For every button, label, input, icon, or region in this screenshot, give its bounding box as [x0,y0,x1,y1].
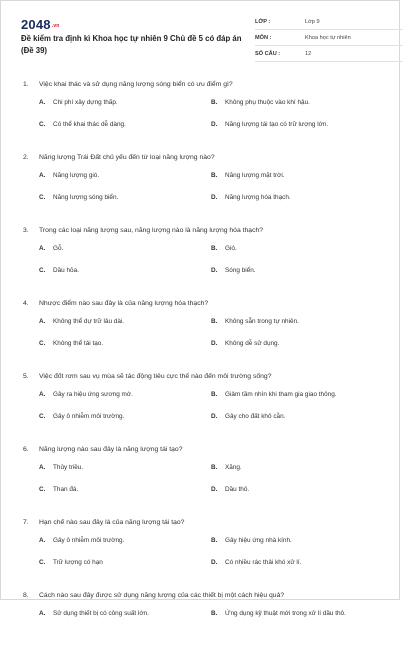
option-text: Dầu thô. [225,486,250,493]
question-text: Việc khai thác và sử dụng năng lượng sóng biển có ưu điểm gì? [39,81,233,88]
option-label: D. [211,486,218,493]
option-text: Năng lượng tái tạo có trữ lượng lớn. [225,121,329,128]
option-text: Năng lượng hóa thạch. [225,194,291,201]
option-label: C. [39,267,46,274]
option-text: Gây ra hiệu ứng sương mờ. [53,391,133,398]
option-label: B. [211,391,218,398]
option-text: Không thể dự trữ lâu dài. [53,318,125,325]
question-number: 8. [23,592,29,599]
option-label: A. [39,245,46,252]
option-c[interactable] [39,267,209,274]
option-label: A. [39,610,46,617]
option-text: Than đá. [53,486,79,493]
option-label: B. [211,610,218,617]
question-number: 3. [23,227,29,234]
option-b[interactable] [211,391,381,398]
options [21,245,383,297]
logo-sub: .vn [51,22,60,29]
option-b[interactable] [211,464,381,471]
option-label: C. [39,413,46,420]
meta-key: MÔN : [255,35,272,41]
question-4 [21,300,383,373]
question-8 [21,592,383,665]
option-label: B. [211,245,218,252]
meta-value: Khoa học tự nhiên [305,35,351,41]
option-text: Gây ô nhiễm môi trường. [53,537,125,544]
option-b[interactable] [211,245,381,252]
option-c[interactable] [39,486,209,493]
options [21,318,383,370]
meta-key: SỐ CÂU : [255,51,281,57]
option-a[interactable] [39,464,209,471]
meta-table [255,17,403,65]
question-text: Cách nào sau đây được sử dụng năng lượng của các thiết bị một cách hiệu quả? [39,592,285,599]
option-text: Xăng. [225,464,242,471]
option-label: A. [39,172,46,179]
option-label: C. [39,486,46,493]
option-text: Dầu hỏa. [53,267,79,274]
option-d[interactable] [211,486,381,493]
option-a[interactable] [39,245,209,252]
option-label: D. [211,559,218,566]
option-label: D. [211,121,218,128]
option-label: C. [39,194,46,201]
option-label: A. [39,99,46,106]
option-a[interactable] [39,318,209,325]
option-a[interactable] [39,172,209,179]
meta-row-class [255,17,403,30]
question-text: Nhược điểm nào sau đây là của năng lượng hóa thạch? [39,300,209,307]
question-5 [21,373,383,446]
option-text: Thủy triều. [53,464,84,471]
option-label: A. [39,537,46,544]
option-d[interactable] [211,413,381,420]
meta-row-subject [255,33,403,46]
question-text: Năng lượng Trái Đất chủ yếu đến từ loại năng lượng nào? [39,154,215,161]
meta-row-count [255,49,403,62]
option-b[interactable] [211,610,381,617]
document-title: Đề kiểm tra định kì Khoa học tự nhiên 9 Chủ đề 5 có đáp án (Đề 39) [21,34,242,55]
meta-value: 12 [305,51,312,57]
site-logo[interactable] [21,17,60,32]
option-text: Giảm tầm nhìn khi tham gia giao thông. [225,391,337,398]
option-text: Sử dụng thiết bị có công suất lớn. [53,610,149,617]
option-label: B. [211,464,218,471]
question-number: 1. [23,81,29,88]
question-7 [21,519,383,592]
option-c[interactable] [39,194,209,201]
option-label: D. [211,340,218,347]
option-text: Ứng dụng kỹ thuật mới trong xử lí dầu thô. [225,610,346,617]
options [21,464,383,516]
page-header [21,17,383,65]
option-label: A. [39,318,46,325]
option-text: Không dễ sử dụng. [225,340,280,347]
option-a[interactable] [39,610,209,617]
option-a[interactable] [39,391,209,398]
option-c[interactable] [39,340,209,347]
meta-key: LỚP : [255,19,271,25]
options [21,99,383,151]
option-text: Có nhiều rác thải khó xử lí. [225,559,302,566]
option-b[interactable] [211,537,381,544]
question-number: 6. [23,446,29,453]
options [21,537,383,589]
option-b[interactable] [211,172,381,179]
option-label: A. [39,391,46,398]
options [21,391,383,443]
option-text: Gây hiệu ứng nhà kính. [225,537,292,544]
option-text: Năng lượng gió. [53,172,100,179]
option-text: Gây ô nhiễm môi trường. [53,413,125,420]
option-a[interactable] [39,537,209,544]
option-c[interactable] [39,559,209,566]
option-label: A. [39,464,46,471]
question-2 [21,154,383,227]
option-text: Chi phí xây dựng thấp. [53,99,118,106]
option-d[interactable] [211,267,381,274]
option-label: D. [211,413,218,420]
meta-value: Lớp 9 [305,19,320,25]
question-1 [21,81,383,154]
question-number: 7. [23,519,29,526]
option-text: Không thể tái tạo. [53,340,104,347]
question-text: Trong các loại năng lượng sau, năng lượng nào là năng lượng hóa thạch? [39,227,264,234]
option-text: Không phụ thuộc vào khí hậu. [225,99,310,106]
option-d[interactable] [211,121,381,128]
option-c[interactable] [39,413,209,420]
option-b[interactable] [211,99,381,106]
question-text: Năng lượng nào sau đây là năng lượng tái tạo? [39,446,183,453]
question-number: 5. [23,373,29,380]
option-d[interactable] [211,559,381,566]
option-c[interactable] [39,121,209,128]
option-text: Sóng biển. [225,267,256,274]
option-label: B. [211,537,218,544]
options [21,172,383,224]
option-text: Gỗ. [53,245,64,252]
option-d[interactable] [211,194,381,201]
option-text: Có thể khai thác dễ dàng. [53,121,126,128]
question-text: Việc đốt rơm sau vụ mùa sẽ tác động tiêu cực thế nào đến môi trường sống? [39,373,272,380]
option-label: C. [39,559,46,566]
option-text: Không sẵn trong tự nhiên. [225,318,299,325]
option-text: Trữ lượng có hạn [53,559,103,566]
question-number: 2. [23,154,29,161]
option-label: D. [211,194,218,201]
question-list [21,81,383,665]
option-d[interactable] [211,340,381,347]
option-b[interactable] [211,318,381,325]
option-label: B. [211,172,218,179]
option-label: C. [39,340,46,347]
option-label: C. [39,121,46,128]
question-text: Hạn chế nào sau đây là của năng lượng tái tạo? [39,519,185,526]
option-text: Năng lượng mặt trời. [225,172,285,179]
question-number: 4. [23,300,29,307]
option-text: Năng lượng sóng biển. [53,194,119,201]
option-a[interactable] [39,99,209,106]
option-label: B. [211,99,218,106]
option-text: Gây cho đất khô cằn. [225,413,286,420]
question-3 [21,227,383,300]
question-6 [21,446,383,519]
option-label: B. [211,318,218,325]
option-text: Gió. [225,245,237,252]
options [21,610,383,662]
option-label: D. [211,267,218,274]
logo-main: 2048 [21,17,51,32]
